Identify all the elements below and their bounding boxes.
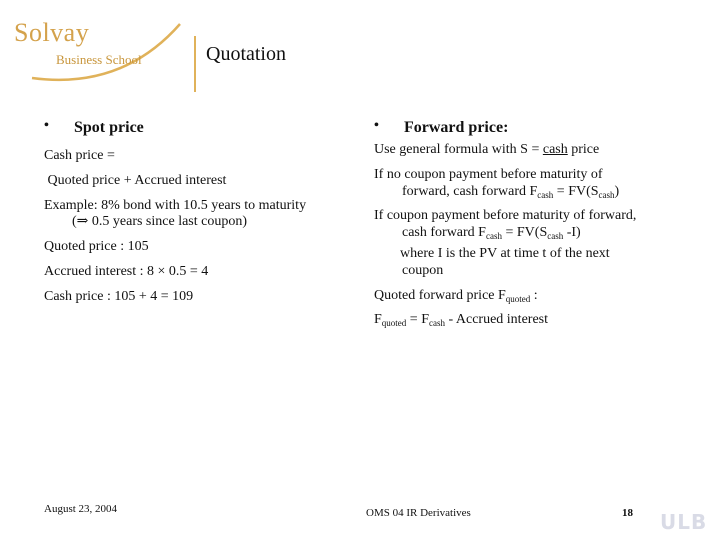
text-line: If no coupon payment before maturity of	[374, 166, 603, 182]
text-line: cash forward $F_{cash} = FV(S_{cash}$ -I)	[402, 225, 581, 242]
text-line: Cash price =	[44, 148, 115, 163]
text-line: $F_{quoted} = F_{cash}$ - Accrued interest	[374, 312, 548, 329]
spot-price-heading	[44, 112, 360, 140]
title-divider	[194, 36, 196, 92]
slide-title: Quotation	[206, 43, 286, 65]
spot-price-column	[44, 112, 360, 306]
text-line: Quoted forward price $F_{quoted}$ :	[374, 287, 538, 304]
text-line: Use general formula with S = cash price	[374, 142, 600, 157]
text-line: Accrued interest : 8 × 0.5 = 4	[44, 263, 209, 279]
text-line: where I is the PV at time t of the next	[400, 245, 610, 261]
text-line: If coupon payment before maturity of forward,	[374, 208, 637, 224]
solvay-logo	[12, 18, 192, 88]
ulb-logo: ULB	[660, 510, 708, 534]
text-line: Quoted price + Accrued interest	[44, 172, 227, 188]
heading-label: Forward price:	[404, 119, 509, 136]
footer-course: OMS 04 IR Derivatives	[366, 507, 471, 519]
forward-price-column	[374, 112, 704, 329]
text-line: Quoted price : 105	[44, 239, 149, 255]
heading-label: Spot price	[74, 119, 144, 136]
forward-price-heading	[374, 112, 704, 140]
page-number: 18	[622, 507, 633, 519]
text-line: coupon	[402, 262, 444, 278]
footer-date: August 23, 2004	[44, 503, 118, 515]
logo-subtext: Business School	[56, 52, 142, 67]
bullet-icon: •	[374, 118, 379, 133]
text-line: Example: 8% bond with 10.5 years to maturity	[44, 197, 307, 213]
bullet-icon: •	[44, 118, 49, 133]
text-line: forward, cash forward $F_{cash} = FV(S_{cash})$	[402, 183, 620, 200]
text-line: (⇒ 0.5 years since last coupon)	[72, 214, 248, 230]
logo-text: Solvay	[14, 18, 90, 47]
text-line: Cash price : 105 + 4 = 109	[44, 288, 194, 304]
